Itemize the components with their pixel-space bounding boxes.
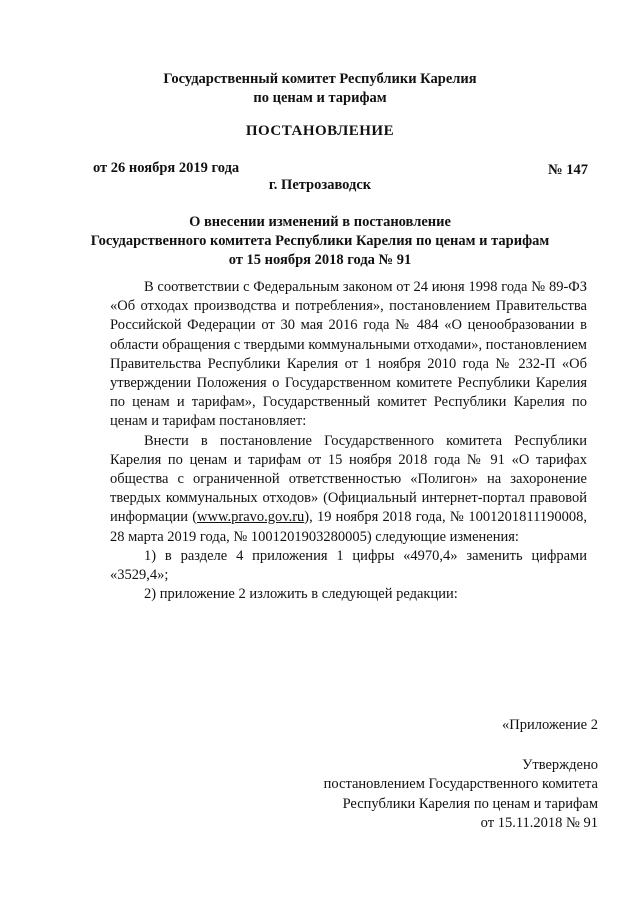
paragraph-item-1: 1) в разделе 4 приложения 1 цифры «4970,4» заменить цифрами «3529,4»;	[110, 547, 587, 584]
document-date: от 26 ноября 2019 года	[93, 160, 240, 176]
paragraph-item-2: 2) приложение 2 изложить в следующей редакции:	[144, 586, 458, 603]
appendix-label: «Приложение 2	[502, 717, 598, 733]
appendix-block	[324, 716, 598, 834]
paragraph-legal-basis: В соответствии с Федеральным законом от 24 июня 1998 года № 89-ФЗ «Об отходах производства и потребления», постановлением Правительства Российской Федерации от 30 мая 2016 года № 484 «О ценообразовании в области обращения с твердыми коммунальными отходами», постановлением Правительства Республики Карелия от 1 ноября 2010 года № 232-П «Об утверждении Положения о Государственном комитете Республики Карелия по ценам и тарифам», Государственный комитет Республики Карелия по ценам и тарифам постановляет:	[110, 279, 587, 430]
org-name-line1: Государственный комитет Республики Карелия	[163, 71, 477, 87]
document-type-title: ПОСТАНОВЛЕНИЕ	[245, 123, 395, 139]
document-number: № 147	[548, 162, 588, 178]
paragraph-amendment-text-2: ), 19 ноября 2018 года, № 1001201811190008, 28 марта 2019 года, № 1001201903280005) следующие изменения:	[110, 509, 587, 545]
paragraph-amendment	[110, 432, 587, 547]
subject-line1: О внесении изменений в постановление	[189, 214, 451, 230]
pravo-link[interactable]: www.pravo.gov.ru	[197, 509, 305, 526]
appendix-line2: Республики Карелия по ценам и тарифам	[342, 795, 598, 812]
body-text	[110, 278, 587, 604]
subject-line3: от 15 ноября 2018 года № 91	[228, 252, 412, 268]
appendix-line1: постановлением Государственного комитета	[323, 776, 598, 792]
paragraph-amendment-text-1: Внести в постановление Государственного комитета Республики Карелия по ценам и тарифам от 15 ноября 2018 года № 91 «О тарифах общества с ограниченной ответственностью «Полигон» на захоронение твердых коммунальных отходов» (Официальный интернет-портал правовой информации (	[110, 432, 587, 526]
document-city: г. Петрозаводск	[268, 177, 372, 193]
org-name-line2: по ценам и тарифам	[253, 90, 387, 106]
appendix-approved: Утверждено	[522, 756, 598, 773]
subject-line2: Государственного комитета Республики Карелия по ценам и тарифам	[90, 233, 550, 249]
appendix-line3: от 15.11.2018 № 91	[480, 815, 598, 831]
